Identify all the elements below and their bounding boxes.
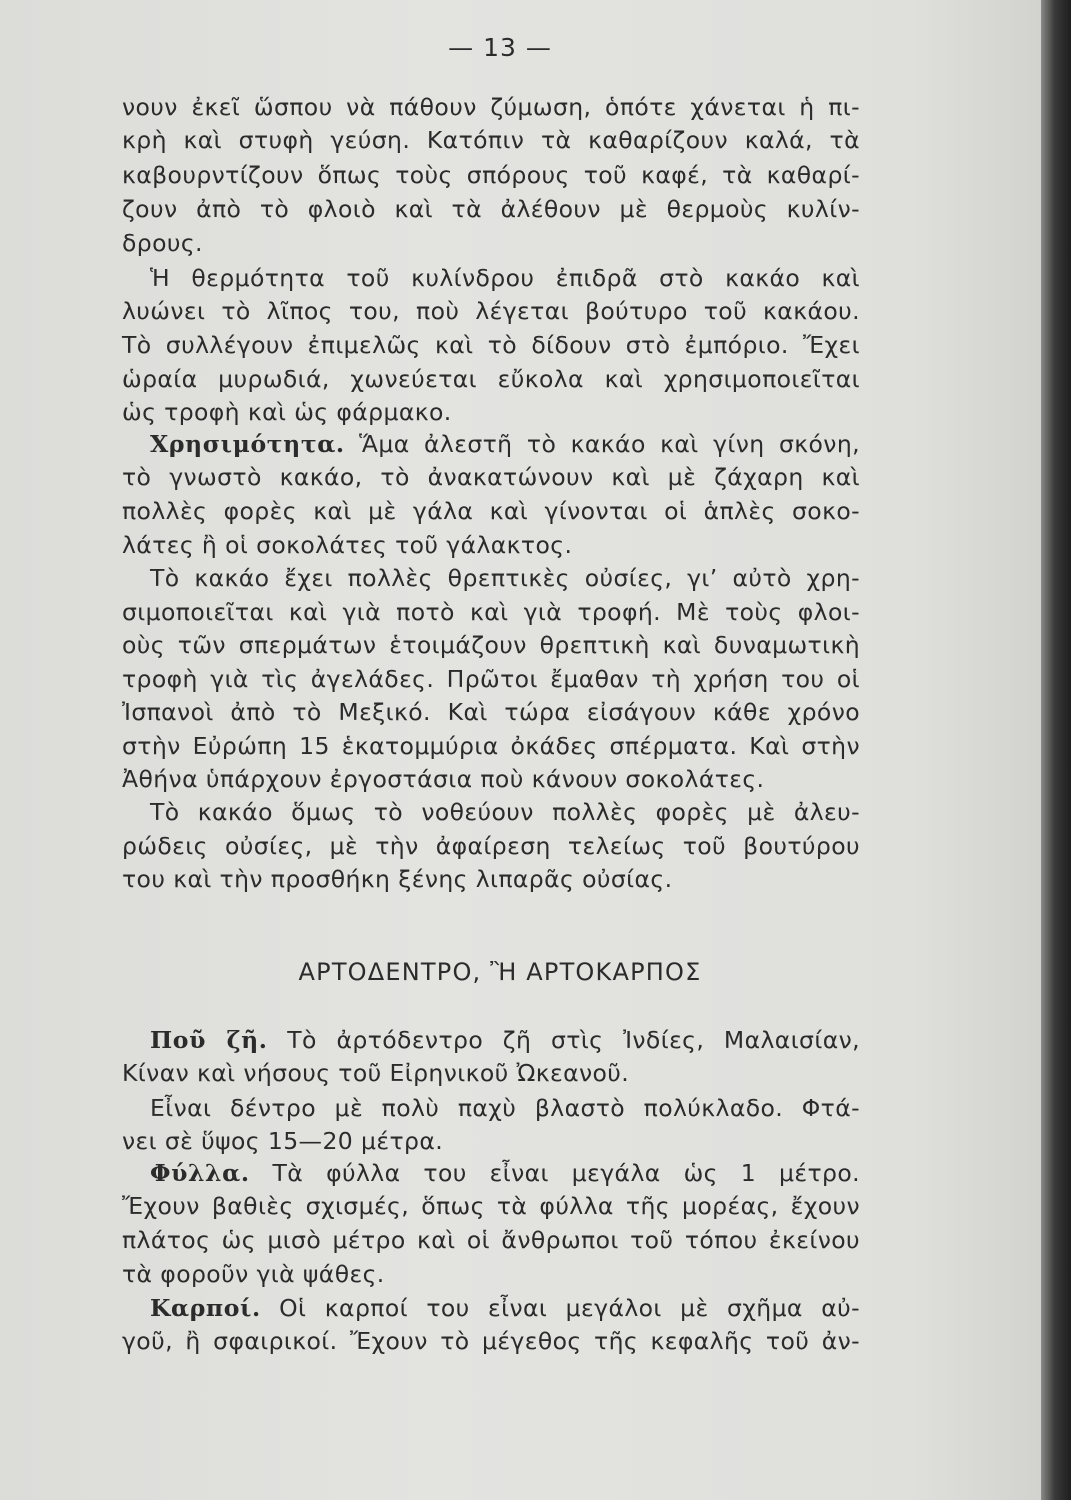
text-line: νει σὲ ὕψος 15—20 μέτρα.	[122, 1127, 444, 1155]
text-line: κρὴ καὶ στυφὴ γεύση. Κατόπιν τὰ καθαρίζουν καλά, τὰ	[122, 126, 860, 154]
text-line: τὸ γνωστὸ κακάο, τὸ ἀνακατώνουν καὶ μὲ ζάχαρη καὶ	[122, 463, 860, 491]
section-heading: ΑΡΤΟΔΕΝΤΡΟ, Ἢ ΑΡΤΟΚΑΡΠΟΣ	[298, 958, 702, 986]
text-line: Ἔχουν βαθιὲς σχισμές, ὅπως τὰ φύλλα τῆς μορέας, ἔχουν	[122, 1192, 860, 1220]
text-line: σιμοποιεῖται καὶ γιὰ ποτὸ καὶ γιὰ τροφή. Μὲ τοὺς φλοι-	[122, 598, 860, 626]
paragraph-text: Τὰ φύλλα του εἶναι μεγάλα ὡς 1 μέτρο.	[249, 1159, 860, 1187]
text-line: Τὸ συλλέγουν ἐπιμελῶς καὶ τὸ δίδουν στὸ ἐμπόριο. Ἔχει	[122, 331, 860, 359]
paragraph-first-line	[150, 429, 860, 459]
text-line: λυώνει τὸ λῖπος του, ποὺ λέγεται βούτυρο τοῦ κακάου.	[122, 297, 860, 325]
text-line: Τὸ κακάο ὅμως τὸ νοθεύουν πολλὲς φορὲς μὲ ἀλευ-	[150, 798, 860, 826]
text-line: Ἡ θερμότητα τοῦ κυλίνδρου ἐπιδρᾶ στὸ κακάο καὶ	[150, 264, 860, 292]
paragraph-lead-leaves: Φύλλα.	[150, 1159, 250, 1187]
paragraph-text: Ἅμα ἀλεστῆ τὸ κακάο καὶ γίνη σκόνη,	[344, 430, 860, 458]
paragraph-first-line	[150, 1025, 860, 1055]
text-line: τροφὴ γιὰ τὶς ἀγελάδες. Πρῶτοι ἔμαθαν τὴ χρήση του οἱ	[122, 665, 860, 693]
paragraph-first-line	[150, 1158, 860, 1188]
text-line: του καὶ τὴν προσθήκη ξένης λιπαρᾶς οὐσίας.	[122, 865, 673, 893]
paragraph-lead-uses: Χρησιμότητα.	[150, 430, 345, 458]
text-line: λάτες ἢ οἱ σοκολάτες τοῦ γάλακτος.	[122, 531, 573, 559]
text-line: δρους.	[122, 229, 203, 257]
paragraph-text: Οἱ καρποί του εἶναι μεγάλοι μὲ σχῆμα αὐ-	[260, 1294, 860, 1322]
text-line: οὺς τῶν σπερμάτων ἑτοιμάζουν θρεπτικὴ καὶ δυναμωτικὴ	[122, 631, 860, 659]
text-line: νουν ἐκεῖ ὥσπου νὰ πάθουν ζύμωση, ὁπότε χάνεται ἡ πι-	[122, 93, 860, 121]
paragraph-lead-where: Ποῦ ζῆ.	[150, 1026, 268, 1054]
text-line: Τὸ κακάο ἔχει πολλὲς θρεπτικὲς οὐσίες, γι’ αὐτὸ χρη-	[150, 564, 860, 592]
text-line: ζουν ἀπὸ τὸ φλοιὸ καὶ τὰ ἀλέθουν μὲ θερμοὺς κυλίν-	[122, 195, 860, 223]
text-line: ρώδεις οὐσίες, μὲ τὴν ἀφαίρεση τελείως τοῦ βουτύρου	[122, 832, 860, 860]
page-binding-edge	[1041, 0, 1071, 1500]
text-line: πλάτος ὡς μισὸ μέτρο καὶ οἱ ἄνθρωποι τοῦ τόπου ἐκείνου	[122, 1226, 860, 1254]
text-line: στὴν Εὐρώπη 15 ἑκατομμύρια ὀκάδες σπέρματα. Καὶ στὴν	[122, 732, 860, 760]
text-line: Εἶναι δέντρο μὲ πολὺ παχὺ βλαστὸ πολύκλαδο. Φτά-	[150, 1094, 860, 1122]
text-line: πολλὲς φορὲς καὶ μὲ γάλα καὶ γίνονται οἱ ἁπλὲς σοκο-	[122, 497, 860, 525]
text-line: καβουρντίζουν ὅπως τοὺς σπόρους τοῦ καφέ, τὰ καθαρί-	[122, 161, 860, 189]
text-line: Ἰσπανοὶ ἀπὸ τὸ Μεξικό. Καὶ τώρα εἰσάγουν κάθε χρόνο	[122, 698, 860, 726]
paragraph-lead-fruits: Καρποί.	[150, 1294, 261, 1322]
page-number: — 13 —	[448, 33, 552, 62]
paragraph-text: Τὸ ἀρτόδεντρο ζῆ στὶς Ἰνδίες, Μαλαισίαν,	[267, 1026, 860, 1054]
text-line: ὡς τροφὴ καὶ ὡς φάρμακο.	[122, 398, 452, 426]
text-line: Ἀθήνα ὑπάρχουν ἐργοστάσια ποὺ κάνουν σοκολάτες.	[122, 765, 765, 793]
text-line: Κίναν καὶ νήσους τοῦ Εἰρηνικοῦ Ὠκεανοῦ.	[122, 1059, 630, 1087]
paragraph-first-line	[150, 1293, 860, 1323]
text-line: τὰ φοροῦν γιὰ ψάθες.	[122, 1260, 385, 1288]
text-line: ὡραία μυρωδιά, χωνεύεται εὔκολα καὶ χρησιμοποιεῖται	[122, 365, 860, 393]
text-line: γοῦ, ἢ σφαιρικοί. Ἔχουν τὸ μέγεθος τῆς κεφαλῆς τοῦ ἀν-	[122, 1327, 860, 1355]
